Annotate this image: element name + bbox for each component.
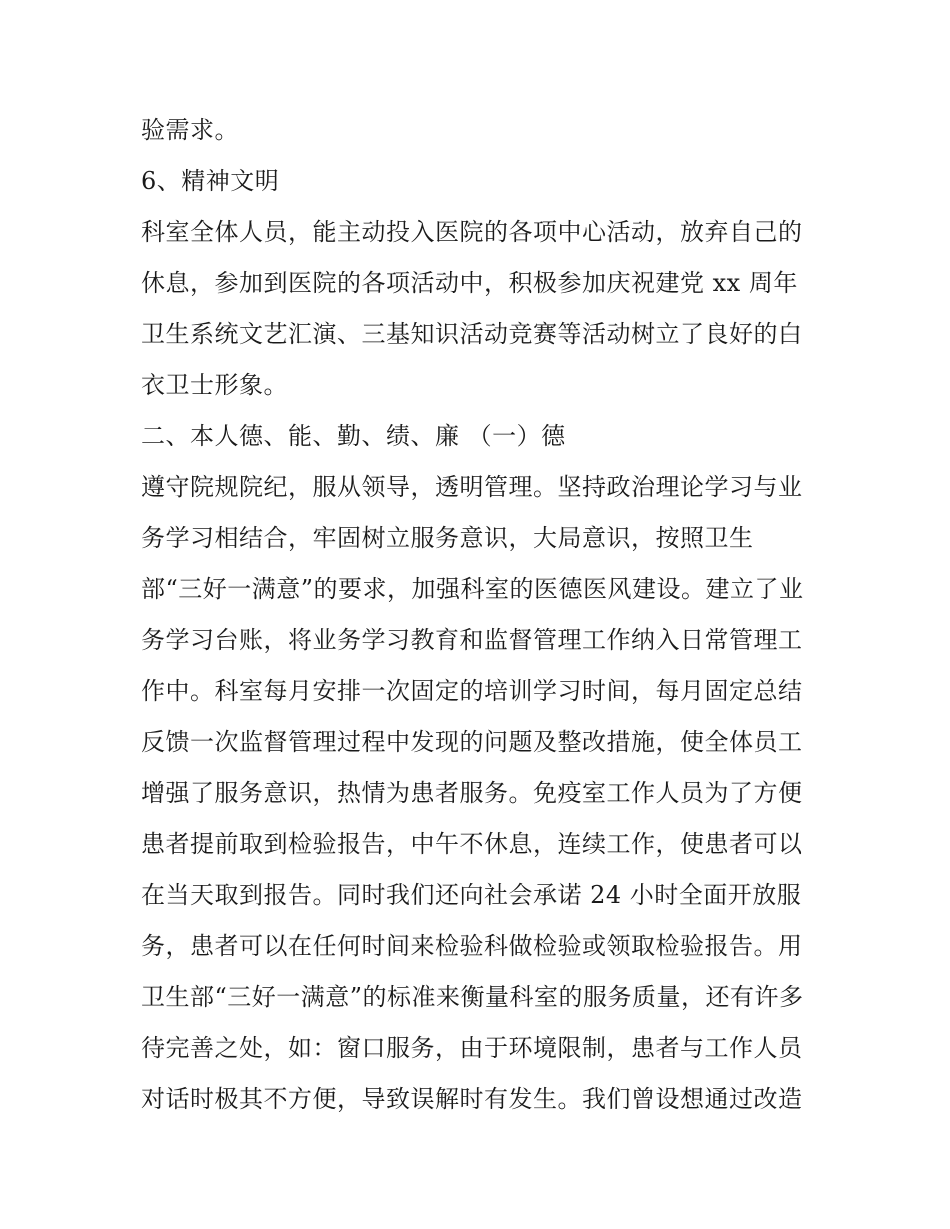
text-line: 卫生部“三好一满意”的标准来衡量科室的服务质量，还有许多 (141, 983, 804, 1011)
text-line: 待完善之处，如：窗口服务，由于环境限制，患者与工作人员 (141, 1034, 803, 1062)
text-line: 对话时极其不方便，导致误解时有发生。我们曾设想通过改造 (141, 1085, 803, 1113)
text-line: 在当天取到报告。同时我们还向社会承诺 24 小时全面开放服 (141, 881, 802, 909)
section-heading: 二、本人德、能、勤、绩、廉 （一）德 (141, 422, 566, 450)
text-line: 卫生系统文艺汇演、三基知识活动竞赛等活动树立了良好的白 (141, 320, 803, 348)
text-line: 验需求。 (141, 116, 239, 144)
text-line: 作中。科室每月安排一次固定的培训学习时间，每月固定总结 (141, 677, 803, 705)
text-line: 科室全体人员，能主动投入医院的各项中心活动，放弃自己的 (141, 218, 803, 246)
text-line: 务学习相结合，牢固树立服务意识，大局意识，按照卫生 (141, 524, 754, 552)
text-line: 务，患者可以在任何时间来检验科做检验或领取检验报告。用 (141, 932, 803, 960)
text-line: 休息，参加到医院的各项活动中，积极参加庆祝建党 xx 周年 (141, 269, 798, 297)
text-line: 患者提前取到检验报告，中午不休息，连续工作，使患者可以 (141, 830, 803, 858)
text-line: 遵守院规院纪，服从领导，透明管理。坚持政治理论学习与业 (141, 473, 803, 501)
text-line: 部“三好一满意”的要求，加强科室的医德医风建设。建立了业 (141, 575, 804, 603)
text-line: 衣卫士形象。 (141, 371, 288, 399)
text-line: 反馈一次监督管理过程中发现的问题及整改措施，使全体员工 (141, 728, 803, 756)
text-line: 增强了服务意识，热情为患者服务。免疫室工作人员为了方便 (141, 779, 803, 807)
text-line: 务学习台账，将业务学习教育和监督管理工作纳入日常管理工 (141, 626, 803, 654)
section-heading: 6、精神文明 (141, 167, 280, 195)
